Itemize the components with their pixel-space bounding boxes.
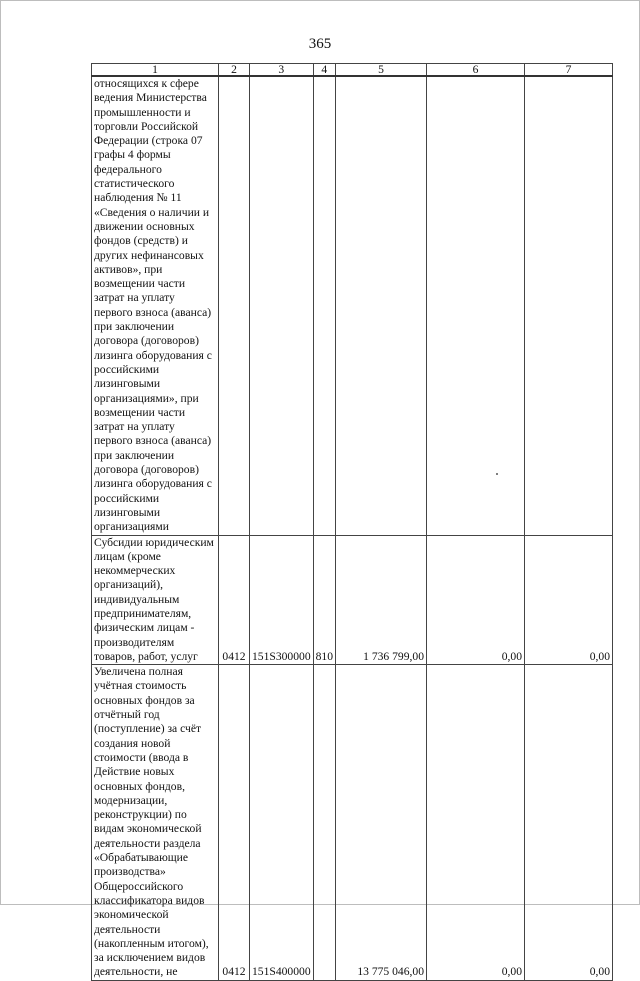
row-target-article: 151S400000 [250, 665, 314, 981]
table-row [92, 535, 613, 665]
row-expense-type [313, 665, 335, 981]
row-description: относящихся к сфере ведения Министерства промышленности и торговли Российской Федерации (строка 07 графы 4 формы федерального статистического наблюдения № 11 «Сведения о наличии и движении основных фондов (средств) и других нефинансовых активов», при возмещении части затрат на уплату первого взноса (аванса) при заключении договора (договоров) лизинга оборудования с российскими лизинговыми организациями», при возмещении части затрат на уплату первого взноса (аванса) при заключении договора (договоров) лизинга оборудования с российскими лизинговыми организациями [92, 76, 219, 535]
column-header-6: 6 [427, 64, 525, 77]
row-target-article [250, 76, 314, 535]
column-header-5: 5 [336, 64, 427, 77]
row-section-code: 0412 [219, 535, 250, 665]
row-amount [336, 76, 427, 535]
row-section-code [219, 76, 250, 535]
budget-table [91, 63, 613, 981]
row-col7: 0,00 [525, 535, 613, 665]
column-header-4: 4 [313, 64, 335, 77]
scan-speck [496, 473, 498, 475]
column-header-1: 1 [92, 64, 219, 77]
page-number: 365 [308, 36, 332, 52]
row-col7: 0,00 [525, 665, 613, 981]
row-amount: 1 736 799,00 [336, 535, 427, 665]
row-col6: 0,00 [427, 535, 525, 665]
row-col7 [525, 76, 613, 535]
row-expense-type [313, 76, 335, 535]
row-target-article: 151S300000 [250, 535, 314, 665]
row-col6: 0,00 [427, 665, 525, 981]
row-expense-type: 810 [313, 535, 335, 665]
header-row [92, 64, 613, 77]
row-section-code: 0412 [219, 665, 250, 981]
row-description: Субсидии юридическим лицам (кроме некоммерческих организаций), индивидуальным предпринимателям, физическим лицам - производителям товаров, работ, услуг [92, 535, 219, 665]
row-col6 [427, 76, 525, 535]
row-amount: 13 775 046,00 [336, 665, 427, 981]
column-header-7: 7 [525, 64, 613, 77]
table-row [92, 76, 613, 535]
row-description: Увеличена полная учётная стоимость основных фондов за отчётный год (поступление) за счёт создания новой стоимости (ввода в Действие новых основных фондов, модернизации, реконструкции) по видам экономической деятельности раздела «Обрабатывающие производства» Общероссийского классификатора видов экономической деятельности (накопленным итогом), за исключением видов деятельности, не [92, 665, 219, 981]
table-row [92, 665, 613, 981]
column-header-2: 2 [219, 64, 250, 77]
column-header-3: 3 [250, 64, 314, 77]
